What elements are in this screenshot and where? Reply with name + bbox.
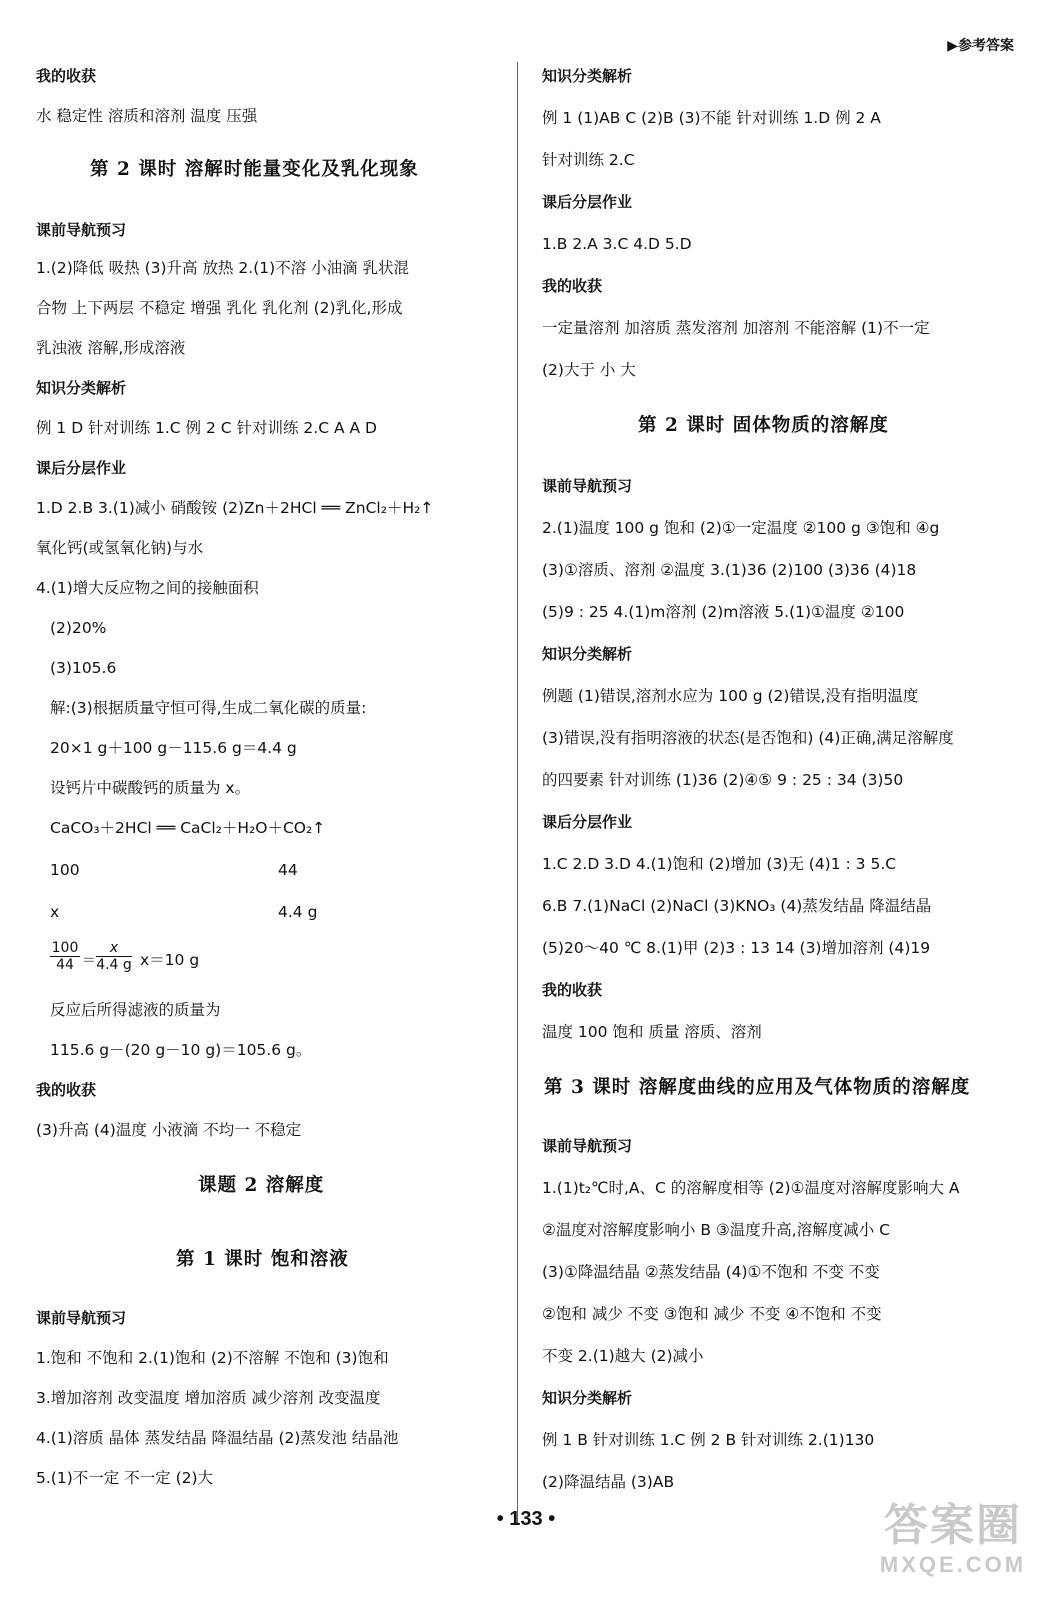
answer-line: 1.D 2.B 3.(1)减小 硝酸铵 (2)Zn＋2HCl ══ ZnCl₂＋H₂↑ [36, 499, 434, 517]
section-heading: 我的收获 [36, 67, 97, 85]
answer-line: 的四要素 针对训练 (1)36 (2)④⑤ 9 : 25 : 34 (3)50 [542, 771, 904, 789]
answer-line: ②饱和 减少 不变 ③饱和 减少 不变 ④不饱和 不变 [542, 1305, 882, 1323]
answer-line: 2.(1)温度 100 g 饱和 (2)①一定温度 ②100 g ③饱和 ④g [542, 519, 940, 537]
lesson-title: 第 2 课时 溶解时能量变化及乳化现象 [90, 159, 419, 180]
answer-line: 4.(1)溶质 晶体 蒸发结晶 降温结晶 (2)蒸发池 结晶池 [36, 1429, 399, 1447]
lesson-title: 第 1 课时 饱和溶液 [176, 1249, 349, 1270]
fraction-denominator: 4.4 g [96, 957, 132, 973]
section-heading: 课后分层作业 [542, 193, 633, 211]
watermark-text: 答案圈 [884, 1501, 1022, 1550]
section-heading: 课后分层作业 [36, 459, 127, 477]
column-divider [517, 62, 518, 1524]
answer-line: 1.饱和 不饱和 2.(1)饱和 (2)不溶解 不饱和 (3)饱和 [36, 1349, 389, 1367]
answer-line: 针对训练 2.C [542, 151, 635, 169]
page-number: • 133 • [496, 1508, 556, 1530]
answer-line: 反应后所得滤液的质量为 [50, 1001, 221, 1019]
answer-line: ②温度对溶解度影响小 B ③温度升高,溶解度减小 C [542, 1221, 890, 1239]
answer-line: 温度 100 饱和 质量 溶质、溶剂 [542, 1023, 762, 1041]
answer-line: (3)105.6 [50, 659, 117, 677]
section-heading: 我的收获 [36, 1081, 97, 1099]
answer-line: x＝10 g [140, 951, 200, 969]
ratio-fraction-2 [96, 940, 132, 973]
answer-line: x [50, 903, 60, 921]
answer-line: 5.(1)不一定 不一定 (2)大 [36, 1469, 214, 1487]
answer-line: (2)20% [50, 619, 107, 637]
answer-line: (3)错误,没有指明溶液的状态(是否饱和) (4)正确,满足溶解度 [542, 729, 954, 747]
watermark-url: MXQE.COM [879, 1552, 1027, 1577]
section-heading: 课后分层作业 [542, 813, 633, 831]
lesson-title: 第 2 课时 固体物质的溶解度 [638, 415, 889, 436]
lesson-title: 课题 2 溶解度 [198, 1175, 325, 1196]
answer-line: 设钙片中碳酸钙的质量为 x。 [50, 779, 251, 797]
answer-line: 44 [278, 861, 298, 879]
section-heading: 课前导航预习 [542, 477, 633, 495]
section-heading: 我的收获 [542, 981, 603, 999]
fraction-numerator: 100 [51, 940, 79, 956]
answer-line: 4.(1)增大反应物之间的接触面积 [36, 579, 259, 597]
ratio-fraction-1 [50, 940, 80, 973]
answer-line: 1.B 2.A 3.C 4.D 5.D [542, 235, 692, 253]
answer-line: 6.B 7.(1)NaCl (2)NaCl (3)KNO₃ (4)蒸发结晶 降温结晶 [542, 897, 932, 915]
answer-line: 1.(2)降低 吸热 (3)升高 放热 2.(1)不溶 小油滴 乳状混 [36, 259, 410, 277]
section-heading: 课前导航预习 [542, 1137, 633, 1155]
answer-line: CaCO₃＋2HCl ══ CaCl₂＋H₂O＋CO₂↑ [50, 819, 326, 837]
fraction-numerator: x [109, 940, 119, 956]
answer-line: 一定量溶剂 加溶质 蒸发溶剂 加溶剂 不能溶解 (1)不一定 [542, 319, 930, 337]
section-heading: 知识分类解析 [542, 67, 633, 85]
section-header: ▶参考答案 [947, 38, 1014, 54]
answer-line: 20×1 g＋100 g－115.6 g＝4.4 g [50, 739, 297, 757]
answer-line: (2)降温结晶 (3)AB [542, 1473, 675, 1491]
equals-sign: ＝ [82, 953, 96, 969]
answer-line: 例 1 B 针对训练 1.C 例 2 B 针对训练 2.(1)130 [542, 1431, 875, 1449]
section-heading: 知识分类解析 [542, 1389, 633, 1407]
answer-line: (5)20～40 ℃ 8.(1)甲 (2)3 : 13 14 (3)增加溶剂 (4)19 [542, 939, 931, 957]
answer-line: 例 1 (1)AB C (2)B (3)不能 针对训练 1.D 例 2 A [542, 109, 881, 127]
section-heading: 知识分类解析 [542, 645, 633, 663]
answer-line: (3)①溶质、溶剂 ②温度 3.(1)36 (2)100 (3)36 (4)18 [542, 561, 917, 579]
answer-line: 例题 (1)错误,溶剂水应为 100 g (2)错误,没有指明温度 [542, 687, 919, 705]
answer-line: (2)大于 小 大 [542, 361, 636, 379]
watermark-logo [868, 1500, 1038, 1590]
answer-line: 115.6 g－(20 g－10 g)＝105.6 g。 [50, 1041, 312, 1059]
answer-line: 水 稳定性 溶质和溶剂 温度 压强 [36, 107, 258, 125]
fraction-denominator: 44 [50, 956, 80, 973]
answer-line: 不变 2.(1)越大 (2)减小 [542, 1347, 704, 1365]
answer-line: 4.4 g [278, 903, 318, 921]
answer-line: 100 [50, 861, 80, 879]
answer-line: 3.增加溶剂 改变温度 增加溶质 减少溶剂 改变温度 [36, 1389, 381, 1407]
answer-line: 例 1 D 针对训练 1.C 例 2 C 针对训练 2.C A A D [36, 419, 377, 437]
answer-line: 氧化钙(或氢氧化钠)与水 [36, 539, 204, 557]
section-heading: 课前导航预习 [36, 221, 127, 239]
section-heading: 我的收获 [542, 277, 603, 295]
answer-line: 合物 上下两层 不稳定 增强 乳化 乳化剂 (2)乳化,形成 [36, 299, 403, 317]
answer-line: 乳浊液 溶解,形成溶液 [36, 339, 186, 357]
answer-line: (3)升高 (4)温度 小液滴 不均一 不稳定 [36, 1121, 302, 1139]
section-heading: 知识分类解析 [36, 379, 127, 397]
answer-line: 1.(1)t₂℃时,A、C 的溶解度相等 (2)①温度对溶解度影响大 A [542, 1179, 960, 1197]
answer-line: (3)①降温结晶 ②蒸发结晶 (4)①不饱和 不变 不变 [542, 1263, 880, 1281]
lesson-title: 第 3 课时 溶解度曲线的应用及气体物质的溶解度 [544, 1077, 971, 1098]
section-heading: 课前导航预习 [36, 1309, 127, 1327]
answer-line: (5)9 : 25 4.(1)m溶剂 (2)m溶液 5.(1)①温度 ②100 [542, 603, 905, 621]
answer-line: 解:(3)根据质量守恒可得,生成二氧化碳的质量: [50, 699, 367, 717]
answer-line: 1.C 2.D 3.D 4.(1)饱和 (2)增加 (3)无 (4)1 : 3 5.C [542, 855, 897, 873]
